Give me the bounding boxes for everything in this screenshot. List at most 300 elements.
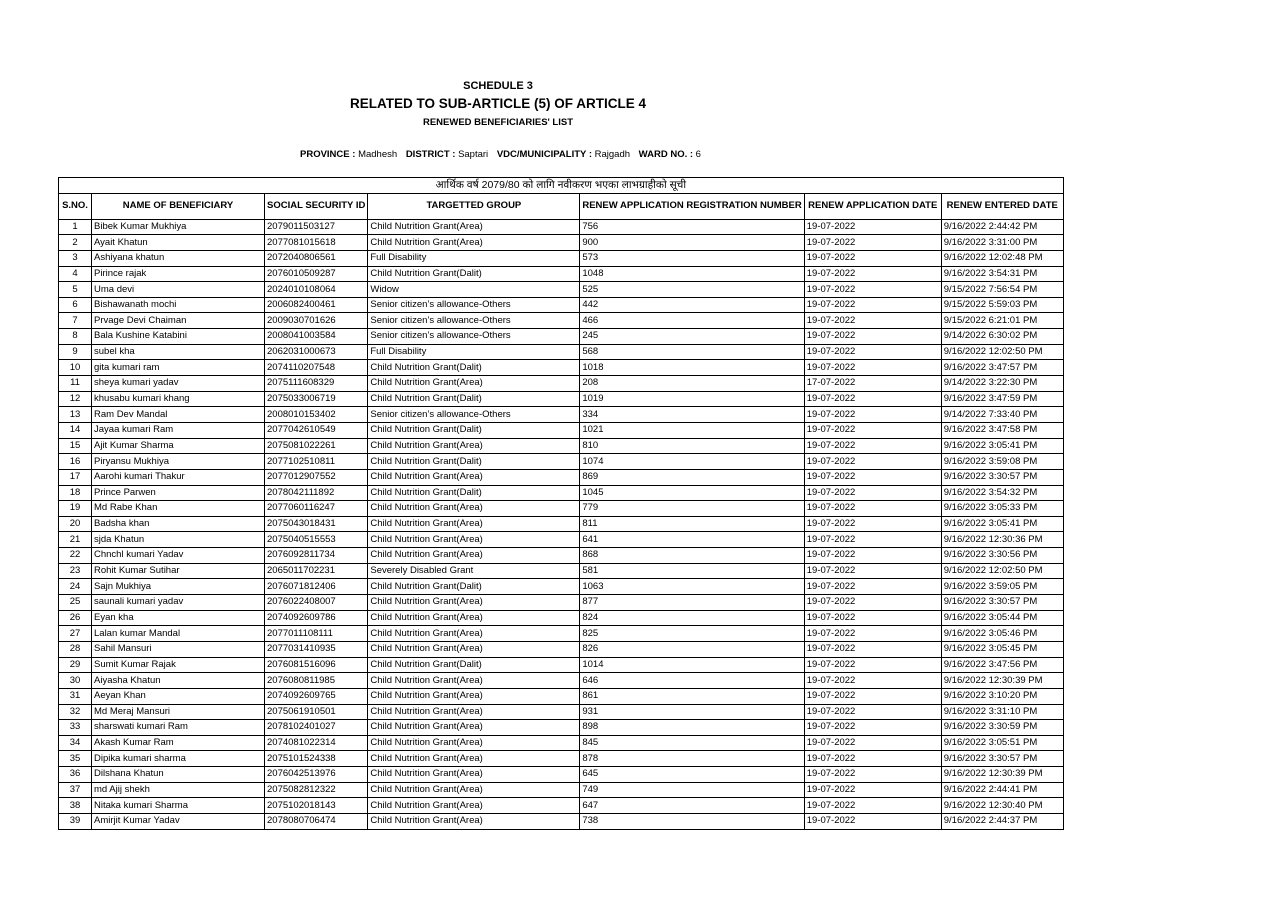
cell-name: Bishawanath mochi — [92, 297, 265, 313]
cell-name: Eyan kha — [92, 610, 265, 626]
cell-group: Child Nutrition Grant(Area) — [368, 219, 580, 235]
cell-ssid: 2076071812406 — [265, 579, 368, 595]
table-row — [59, 376, 1064, 392]
cell-group: Child Nutrition Grant(Area) — [368, 548, 580, 564]
table-row — [59, 469, 1064, 485]
cell-group: Child Nutrition Grant(Area) — [368, 688, 580, 704]
cell-entered: 9/16/2022 3:30:56 PM — [941, 548, 1063, 564]
cell-ssid: 2008041003584 — [265, 329, 368, 345]
table-row — [59, 344, 1064, 360]
cell-appdate: 19-07-2022 — [804, 501, 941, 517]
cell-appdate: 19-07-2022 — [804, 516, 941, 532]
cell-sno: 29 — [59, 657, 92, 673]
cell-entered: 9/14/2022 7:33:40 PM — [941, 407, 1063, 423]
cell-regno: 1018 — [580, 360, 804, 376]
table-row — [59, 422, 1064, 438]
cell-regno: 826 — [580, 641, 804, 657]
cell-appdate: 19-07-2022 — [804, 485, 941, 501]
cell-sno: 35 — [59, 751, 92, 767]
document-subtitle: RENEWED BENEFICIARIES' LIST — [422, 117, 574, 128]
cell-ssid: 2074081022314 — [265, 735, 368, 751]
cell-appdate: 19-07-2022 — [804, 720, 941, 736]
table-row — [59, 751, 1064, 767]
cell-group: Child Nutrition Grant(Dalit) — [368, 485, 580, 501]
vdc-value: Rajgadh — [594, 149, 631, 160]
cell-appdate: 17-07-2022 — [804, 376, 941, 392]
cell-sno: 33 — [59, 720, 92, 736]
cell-group: Child Nutrition Grant(Dalit) — [368, 422, 580, 438]
cell-ssid: 2076010509287 — [265, 266, 368, 282]
cell-appdate: 19-07-2022 — [804, 282, 941, 298]
cell-appdate: 19-07-2022 — [804, 548, 941, 564]
table-row — [59, 735, 1064, 751]
cell-regno: 1048 — [580, 266, 804, 282]
province-label: PROVINCE : — [300, 149, 356, 160]
cell-entered: 9/16/2022 12:30:36 PM — [941, 532, 1063, 548]
cell-regno: 581 — [580, 563, 804, 579]
cell-entered: 9/16/2022 3:30:57 PM — [941, 751, 1063, 767]
cell-regno: 779 — [580, 501, 804, 517]
cell-ssid: 2078080706474 — [265, 813, 368, 829]
cell-regno: 811 — [580, 516, 804, 532]
cell-entered: 9/16/2022 3:05:41 PM — [941, 516, 1063, 532]
cell-group: Child Nutrition Grant(Area) — [368, 798, 580, 814]
schedule-heading: SCHEDULE 3 — [463, 80, 533, 92]
cell-sno: 14 — [59, 422, 92, 438]
cell-entered: 9/16/2022 3:47:56 PM — [941, 657, 1063, 673]
cell-ssid: 2075102018143 — [265, 798, 368, 814]
table-row — [59, 438, 1064, 454]
cell-group: Child Nutrition Grant(Dalit) — [368, 657, 580, 673]
table-row — [59, 595, 1064, 611]
cell-sno: 13 — [59, 407, 92, 423]
cell-regno: 878 — [580, 751, 804, 767]
cell-regno: 208 — [580, 376, 804, 392]
cell-entered: 9/14/2022 6:30:02 PM — [941, 329, 1063, 345]
cell-sno: 2 — [59, 235, 92, 251]
cell-appdate: 19-07-2022 — [804, 344, 941, 360]
cell-entered: 9/16/2022 3:30:57 PM — [941, 595, 1063, 611]
cell-sno: 5 — [59, 282, 92, 298]
cell-name: Dilshana Khatun — [92, 767, 265, 783]
cell-regno: 877 — [580, 595, 804, 611]
table-body — [59, 219, 1064, 829]
cell-entered: 9/16/2022 3:30:57 PM — [941, 469, 1063, 485]
cell-entered: 9/16/2022 3:31:00 PM — [941, 235, 1063, 251]
cell-appdate: 19-07-2022 — [804, 704, 941, 720]
cell-regno: 756 — [580, 219, 804, 235]
table-row — [59, 266, 1064, 282]
cell-appdate: 19-07-2022 — [804, 219, 941, 235]
cell-appdate: 19-07-2022 — [804, 688, 941, 704]
cell-ssid: 2075040515553 — [265, 532, 368, 548]
cell-appdate: 19-07-2022 — [804, 595, 941, 611]
cell-name: Chnchl kumari Yadav — [92, 548, 265, 564]
cell-entered: 9/16/2022 2:44:42 PM — [941, 219, 1063, 235]
cell-name: Sumit Kumar Rajak — [92, 657, 265, 673]
cell-appdate: 19-07-2022 — [804, 626, 941, 642]
cell-appdate: 19-07-2022 — [804, 798, 941, 814]
cell-appdate: 19-07-2022 — [804, 782, 941, 798]
cell-ssid: 2077060116247 — [265, 501, 368, 517]
cell-group: Senior citizen’s allowance-Others — [368, 329, 580, 345]
district-label: DISTRICT : — [405, 149, 456, 160]
cell-name: Piryansu Mukhiya — [92, 454, 265, 470]
cell-entered: 9/16/2022 3:05:41 PM — [941, 438, 1063, 454]
cell-ssid: 2074110207548 — [265, 360, 368, 376]
cell-group: Child Nutrition Grant(Area) — [368, 704, 580, 720]
cell-group: Child Nutrition Grant(Dalit) — [368, 360, 580, 376]
cell-name: Sahil Mansuri — [92, 641, 265, 657]
cell-appdate: 19-07-2022 — [804, 297, 941, 313]
cell-entered: 9/15/2022 7:56:54 PM — [941, 282, 1063, 298]
cell-appdate: 19-07-2022 — [804, 391, 941, 407]
table-row — [59, 485, 1064, 501]
cell-group: Full Disability — [368, 344, 580, 360]
cell-group: Child Nutrition Grant(Area) — [368, 641, 580, 657]
cell-ssid: 2077031410935 — [265, 641, 368, 657]
cell-regno: 810 — [580, 438, 804, 454]
cell-entered: 9/15/2022 5:59:03 PM — [941, 297, 1063, 313]
cell-sno: 3 — [59, 250, 92, 266]
table-row — [59, 548, 1064, 564]
cell-sno: 8 — [59, 329, 92, 345]
table-header-row — [59, 193, 1064, 219]
cell-name: Prince Parwen — [92, 485, 265, 501]
cell-sno: 6 — [59, 297, 92, 313]
table-row — [59, 501, 1064, 517]
cell-entered: 9/15/2022 6:21:01 PM — [941, 313, 1063, 329]
table-row — [59, 720, 1064, 736]
cell-appdate: 19-07-2022 — [804, 563, 941, 579]
cell-regno: 1063 — [580, 579, 804, 595]
cell-sno: 27 — [59, 626, 92, 642]
cell-regno: 738 — [580, 813, 804, 829]
cell-regno: 334 — [580, 407, 804, 423]
cell-regno: 869 — [580, 469, 804, 485]
table-row — [59, 767, 1064, 783]
cell-regno: 568 — [580, 344, 804, 360]
cell-appdate: 19-07-2022 — [804, 673, 941, 689]
cell-name: saunali kumari yadav — [92, 595, 265, 611]
ward-value: 6 — [695, 149, 701, 160]
cell-group: Child Nutrition Grant(Area) — [368, 767, 580, 783]
cell-entered: 9/16/2022 12:30:39 PM — [941, 767, 1063, 783]
cell-sno: 34 — [59, 735, 92, 751]
cell-ssid: 2078102401027 — [265, 720, 368, 736]
cell-name: Bibek Kumar Mukhiya — [92, 219, 265, 235]
table-caption: आर्थिक वर्ष 2079/80 को लागि नवीकरण भएका लाभग्राहीको सूची — [59, 178, 1064, 194]
cell-ssid: 2079011503127 — [265, 219, 368, 235]
cell-ssid: 2077042610549 — [265, 422, 368, 438]
cell-entered: 9/16/2022 12:02:50 PM — [941, 563, 1063, 579]
cell-ssid: 2077011108111 — [265, 626, 368, 642]
cell-group: Child Nutrition Grant(Area) — [368, 673, 580, 689]
cell-ssid: 2074092609786 — [265, 610, 368, 626]
cell-sno: 38 — [59, 798, 92, 814]
cell-entered: 9/16/2022 3:05:44 PM — [941, 610, 1063, 626]
table-row — [59, 282, 1064, 298]
cell-sno: 19 — [59, 501, 92, 517]
cell-group: Child Nutrition Grant(Area) — [368, 626, 580, 642]
col-header-entered: RENEW ENTERED DATE — [941, 193, 1063, 219]
cell-sno: 7 — [59, 313, 92, 329]
province-value: Madhesh — [358, 149, 398, 160]
cell-regno: 525 — [580, 282, 804, 298]
cell-regno: 245 — [580, 329, 804, 345]
cell-appdate: 19-07-2022 — [804, 313, 941, 329]
cell-sno: 1 — [59, 219, 92, 235]
document-title: RELATED TO SUB-ARTICLE (5) OF ARTICLE 4 — [350, 96, 646, 111]
cell-name: sharswati kumari Ram — [92, 720, 265, 736]
cell-regno: 824 — [580, 610, 804, 626]
cell-regno: 868 — [580, 548, 804, 564]
cell-sno: 26 — [59, 610, 92, 626]
cell-ssid: 2075081022261 — [265, 438, 368, 454]
cell-ssid: 2078042111892 — [265, 485, 368, 501]
cell-name: khusabu kumari khang — [92, 391, 265, 407]
cell-appdate: 19-07-2022 — [804, 329, 941, 345]
cell-group: Child Nutrition Grant(Area) — [368, 438, 580, 454]
cell-group: Senior citizen’s allowance-Others — [368, 313, 580, 329]
cell-regno: 647 — [580, 798, 804, 814]
cell-entered: 9/16/2022 3:30:59 PM — [941, 720, 1063, 736]
cell-name: Bala Kushine Katabini — [92, 329, 265, 345]
cell-ssid: 2074092609765 — [265, 688, 368, 704]
table-row — [59, 407, 1064, 423]
cell-name: Ayait Khatun — [92, 235, 265, 251]
cell-name: sheya kumari yadav — [92, 376, 265, 392]
cell-ssid: 2077102510811 — [265, 454, 368, 470]
cell-group: Child Nutrition Grant(Area) — [368, 501, 580, 517]
cell-name: Amirjit Kumar Yadav — [92, 813, 265, 829]
cell-entered: 9/16/2022 3:05:33 PM — [941, 501, 1063, 517]
cell-entered: 9/16/2022 3:54:32 PM — [941, 485, 1063, 501]
cell-group: Child Nutrition Grant(Dalit) — [368, 454, 580, 470]
cell-group: Child Nutrition Grant(Area) — [368, 782, 580, 798]
table-row — [59, 641, 1064, 657]
cell-regno: 845 — [580, 735, 804, 751]
cell-name: Aarohi kumari Thakur — [92, 469, 265, 485]
cell-sno: 21 — [59, 532, 92, 548]
cell-name: Md Rabe Khan — [92, 501, 265, 517]
col-header-sno: S.NO. — [59, 193, 92, 219]
cell-ssid: 2075082812322 — [265, 782, 368, 798]
table-row — [59, 219, 1064, 235]
cell-name: Dipika kumari sharma — [92, 751, 265, 767]
cell-group: Child Nutrition Grant(Area) — [368, 813, 580, 829]
district-value: Saptari — [458, 149, 489, 160]
cell-name: Aiyasha Khatun — [92, 673, 265, 689]
cell-regno: 1045 — [580, 485, 804, 501]
cell-ssid: 2075101524338 — [265, 751, 368, 767]
cell-ssid: 2006082400461 — [265, 297, 368, 313]
cell-appdate: 19-07-2022 — [804, 360, 941, 376]
cell-sno: 18 — [59, 485, 92, 501]
cell-name: Badsha khan — [92, 516, 265, 532]
cell-name: Pirince rajak — [92, 266, 265, 282]
cell-group: Child Nutrition Grant(Area) — [368, 532, 580, 548]
cell-ssid: 2075043018431 — [265, 516, 368, 532]
cell-sno: 4 — [59, 266, 92, 282]
cell-sno: 20 — [59, 516, 92, 532]
cell-appdate: 19-07-2022 — [804, 579, 941, 595]
cell-regno: 1019 — [580, 391, 804, 407]
table-row — [59, 579, 1064, 595]
table-row — [59, 516, 1064, 532]
cell-entered: 9/16/2022 2:44:41 PM — [941, 782, 1063, 798]
cell-sno: 31 — [59, 688, 92, 704]
table-caption-row — [59, 178, 1064, 194]
cell-ssid: 2062031000673 — [265, 344, 368, 360]
cell-name: gita kumari ram — [92, 360, 265, 376]
cell-name: sjda Khatun — [92, 532, 265, 548]
cell-name: Uma devi — [92, 282, 265, 298]
cell-sno: 30 — [59, 673, 92, 689]
table-row — [59, 454, 1064, 470]
cell-group: Child Nutrition Grant(Area) — [368, 610, 580, 626]
cell-entered: 9/16/2022 12:30:40 PM — [941, 798, 1063, 814]
table-row — [59, 626, 1064, 642]
cell-sno: 25 — [59, 595, 92, 611]
cell-group: Child Nutrition Grant(Area) — [368, 469, 580, 485]
cell-group: Child Nutrition Grant(Area) — [368, 751, 580, 767]
cell-appdate: 19-07-2022 — [804, 767, 941, 783]
cell-sno: 23 — [59, 563, 92, 579]
cell-appdate: 19-07-2022 — [804, 454, 941, 470]
cell-group: Child Nutrition Grant(Dalit) — [368, 266, 580, 282]
cell-sno: 32 — [59, 704, 92, 720]
cell-name: Jayaa kumari Ram — [92, 422, 265, 438]
cell-entered: 9/16/2022 3:05:46 PM — [941, 626, 1063, 642]
cell-group: Senior citizen’s allowance-Others — [368, 297, 580, 313]
col-header-regno: RENEW APPLICATION REGISTRATION NUMBER — [580, 193, 804, 219]
cell-name: Ajit Kumar Sharma — [92, 438, 265, 454]
cell-appdate: 19-07-2022 — [804, 610, 941, 626]
cell-group: Widow — [368, 282, 580, 298]
cell-regno: 1014 — [580, 657, 804, 673]
cell-ssid: 2077012907552 — [265, 469, 368, 485]
cell-sno: 17 — [59, 469, 92, 485]
cell-sno: 10 — [59, 360, 92, 376]
cell-entered: 9/16/2022 3:47:57 PM — [941, 360, 1063, 376]
cell-regno: 1074 — [580, 454, 804, 470]
table-row — [59, 610, 1064, 626]
cell-entered: 9/16/2022 3:47:59 PM — [941, 391, 1063, 407]
cell-group: Child Nutrition Grant(Dalit) — [368, 579, 580, 595]
cell-entered: 9/16/2022 3:05:45 PM — [941, 641, 1063, 657]
cell-group: Senior citizen’s allowance-Others — [368, 407, 580, 423]
cell-group: Child Nutrition Grant(Area) — [368, 376, 580, 392]
table-row — [59, 360, 1064, 376]
table-row — [59, 782, 1064, 798]
cell-ssid: 2009030701626 — [265, 313, 368, 329]
cell-ssid: 2077081015618 — [265, 235, 368, 251]
table-row — [59, 563, 1064, 579]
cell-regno: 645 — [580, 767, 804, 783]
cell-regno: 898 — [580, 720, 804, 736]
cell-appdate: 19-07-2022 — [804, 641, 941, 657]
col-header-ssid: SOCIAL SECURITY ID — [265, 193, 368, 219]
cell-name: Ashiyana khatun — [92, 250, 265, 266]
cell-ssid: 2008010153402 — [265, 407, 368, 423]
cell-name: Aeyan Khan — [92, 688, 265, 704]
cell-sno: 12 — [59, 391, 92, 407]
table-row — [59, 813, 1064, 829]
cell-regno: 749 — [580, 782, 804, 798]
table-row — [59, 798, 1064, 814]
cell-appdate: 19-07-2022 — [804, 250, 941, 266]
cell-name: Rohit Kumar Sutihar — [92, 563, 265, 579]
cell-name: md Ajij shekh — [92, 782, 265, 798]
cell-regno: 466 — [580, 313, 804, 329]
cell-name: Nitaka kumari Sharma — [92, 798, 265, 814]
table-row — [59, 297, 1064, 313]
cell-entered: 9/16/2022 12:30:39 PM — [941, 673, 1063, 689]
cell-regno: 573 — [580, 250, 804, 266]
cell-appdate: 19-07-2022 — [804, 438, 941, 454]
cell-regno: 1021 — [580, 422, 804, 438]
cell-ssid: 2075033006719 — [265, 391, 368, 407]
cell-appdate: 19-07-2022 — [804, 751, 941, 767]
cell-sno: 36 — [59, 767, 92, 783]
cell-sno: 22 — [59, 548, 92, 564]
cell-sno: 11 — [59, 376, 92, 392]
cell-sno: 39 — [59, 813, 92, 829]
cell-ssid: 2024010108064 — [265, 282, 368, 298]
cell-appdate: 19-07-2022 — [804, 235, 941, 251]
cell-entered: 9/16/2022 3:05:51 PM — [941, 735, 1063, 751]
table-row — [59, 329, 1064, 345]
cell-group: Severely Disabled Grant — [368, 563, 580, 579]
cell-regno: 442 — [580, 297, 804, 313]
cell-entered: 9/16/2022 12:02:50 PM — [941, 344, 1063, 360]
location-info — [300, 149, 707, 160]
cell-sno: 9 — [59, 344, 92, 360]
cell-name: Sajn Mukhiya — [92, 579, 265, 595]
table-row — [59, 391, 1064, 407]
cell-name: subel kha — [92, 344, 265, 360]
cell-name: Md Meraj Mansuri — [92, 704, 265, 720]
cell-sno: 24 — [59, 579, 92, 595]
cell-regno: 641 — [580, 532, 804, 548]
cell-group: Child Nutrition Grant(Dalit) — [368, 391, 580, 407]
vdc-label: VDC/MUNICIPALITY : — [496, 149, 592, 160]
cell-sno: 15 — [59, 438, 92, 454]
table-row — [59, 704, 1064, 720]
beneficiaries-table — [58, 177, 1064, 830]
cell-entered: 9/16/2022 3:47:58 PM — [941, 422, 1063, 438]
cell-entered: 9/16/2022 12:02:48 PM — [941, 250, 1063, 266]
table-row — [59, 673, 1064, 689]
cell-appdate: 19-07-2022 — [804, 469, 941, 485]
cell-group: Child Nutrition Grant(Area) — [368, 720, 580, 736]
cell-ssid: 2072040806561 — [265, 250, 368, 266]
ward-label: WARD NO. : — [638, 149, 694, 160]
cell-appdate: 19-07-2022 — [804, 813, 941, 829]
cell-ssid: 2076081516096 — [265, 657, 368, 673]
cell-entered: 9/14/2022 3:22:30 PM — [941, 376, 1063, 392]
cell-appdate: 19-07-2022 — [804, 657, 941, 673]
cell-entered: 9/16/2022 3:31:10 PM — [941, 704, 1063, 720]
col-header-name: NAME OF BENEFICIARY — [92, 193, 265, 219]
cell-ssid: 2065011702231 — [265, 563, 368, 579]
cell-appdate: 19-07-2022 — [804, 735, 941, 751]
cell-name: Akash Kumar Ram — [92, 735, 265, 751]
cell-appdate: 19-07-2022 — [804, 532, 941, 548]
table-row — [59, 532, 1064, 548]
cell-sno: 28 — [59, 641, 92, 657]
